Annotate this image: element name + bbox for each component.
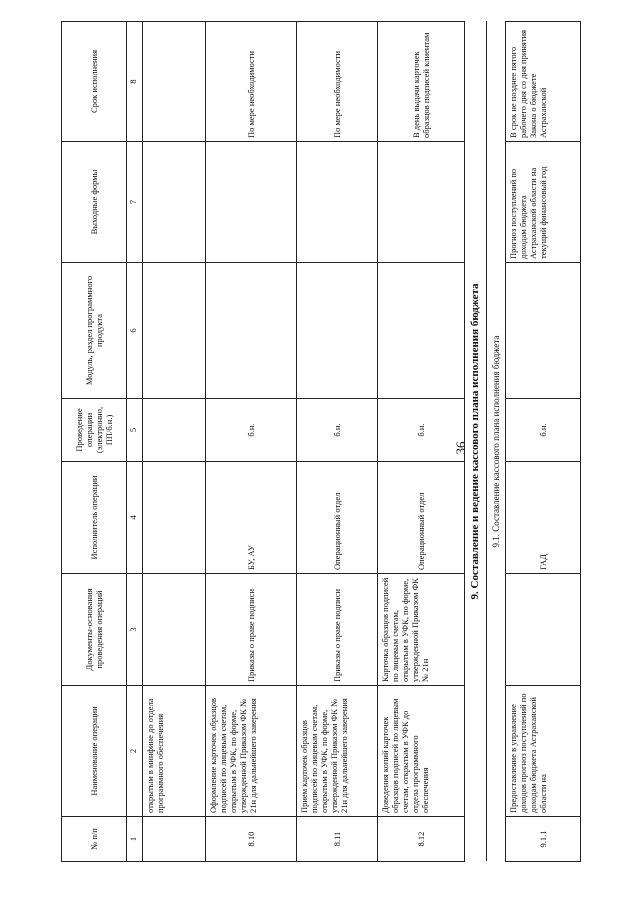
header-num: № п/п: [62, 817, 127, 862]
header-forms: Выходные формы: [62, 142, 127, 263]
header-executor: Исполнитель операции: [62, 462, 127, 574]
row-forms: [378, 142, 465, 263]
row-module: [143, 263, 206, 399]
row-module: [206, 263, 297, 399]
subsection-row: [487, 22, 506, 862]
colnum: 3: [127, 574, 143, 686]
row-method: б.н.: [378, 399, 465, 462]
table-row: [506, 22, 581, 862]
row-docs: Приказы о праве подписи: [297, 574, 378, 686]
row-forms: Прогноз поступлений по доходам бюджета Астраханской области на текущий финансовый год: [506, 142, 581, 263]
header-module: Модуль, раздел программного продукта: [62, 263, 127, 399]
header-term: Срок исполнения: [62, 22, 127, 142]
row-docs: Карточка образцов подписей по лицевым счетам, открытым в УФК, по форме, утвержденной Приказом ФК № 21н: [378, 574, 465, 686]
rotated-table-container: [61, 22, 549, 862]
row-name: Предоставление в управление доходов прогноз поступлений по доходам бюджета Астраханской области на: [506, 686, 581, 817]
row-num: 9.1.1: [506, 817, 581, 862]
row-method: б.н.: [206, 399, 297, 462]
row-module: [506, 263, 581, 399]
table-row: [206, 22, 297, 862]
column-number-row: [127, 22, 143, 862]
colnum: 7: [127, 142, 143, 263]
header-docs: Документы-основания проведения операций: [62, 574, 127, 686]
row-executor: Операционный отдел: [297, 462, 378, 574]
row-term: В день выдачи карточек образцов подписей клиентам: [378, 22, 465, 142]
row-docs: Приказы о праве подписи: [206, 574, 297, 686]
colnum: 1: [127, 817, 143, 862]
row-term: По мере необходимости: [206, 22, 297, 142]
header-name: Наименование операции: [62, 686, 127, 817]
row-executor: [143, 462, 206, 574]
row-executor: Операционный отдел: [378, 462, 465, 574]
colnum: 4: [127, 462, 143, 574]
colnum: 8: [127, 22, 143, 142]
row-name: Оформление карточек образцов подписей по лицевым счетам, открытым в УФК, по форме, утвержденной Приказом ФК № 21н для дальнейшего заверения: [206, 686, 297, 817]
row-forms: [143, 142, 206, 263]
colnum: 6: [127, 263, 143, 399]
row-method: [143, 399, 206, 462]
section-title: 9. Составление и ведение кассового плана исполнения бюджета: [465, 22, 487, 862]
page-number: 36: [453, 441, 468, 455]
row-forms: [297, 142, 378, 263]
row-num: 8.12: [378, 817, 465, 862]
header-row: [62, 22, 127, 862]
row-term: В срок не позднее пятого рабочего дня со дня принятия Закона о бюджете Астраханской: [506, 22, 581, 142]
row-name: открытым в минфине до отдела программного обеспечения: [143, 686, 206, 817]
row-module: [297, 263, 378, 399]
table-row: [297, 22, 378, 862]
header-method: Проведение операции (электронно, ПП/б.н.): [62, 399, 127, 462]
section-row: [465, 22, 487, 862]
row-term: [143, 22, 206, 142]
row-name: Прием карточек образцов подписей по лицевым счетам, открытым в УФК, по форме, утвержденной Приказом ФК № 21н для дальнейшего заверения: [297, 686, 378, 817]
row-executor: ГАД: [506, 462, 581, 574]
subsection-title: 9.1. Составление кассового плана исполнения бюджета: [487, 22, 506, 862]
table-row: [378, 22, 465, 862]
colnum: 2: [127, 686, 143, 817]
row-method: б.н.: [297, 399, 378, 462]
row-num: [143, 817, 206, 862]
row-term: По мере необходимости: [297, 22, 378, 142]
row-docs: [506, 574, 581, 686]
row-num: 8.10: [206, 817, 297, 862]
row-executor: БУ, АУ: [206, 462, 297, 574]
row-forms: [206, 142, 297, 263]
row-method: б.н.: [506, 399, 581, 462]
row-name: Доведения копий карточек образцов подписей по лицевым счетам, открытым в УФК до отдела программного обеспечения: [378, 686, 465, 817]
row-docs: [143, 574, 206, 686]
operations-table: [61, 21, 581, 862]
colnum: 5: [127, 399, 143, 462]
table-row: [143, 22, 206, 862]
row-module: [378, 263, 465, 399]
row-num: 8.11: [297, 817, 378, 862]
